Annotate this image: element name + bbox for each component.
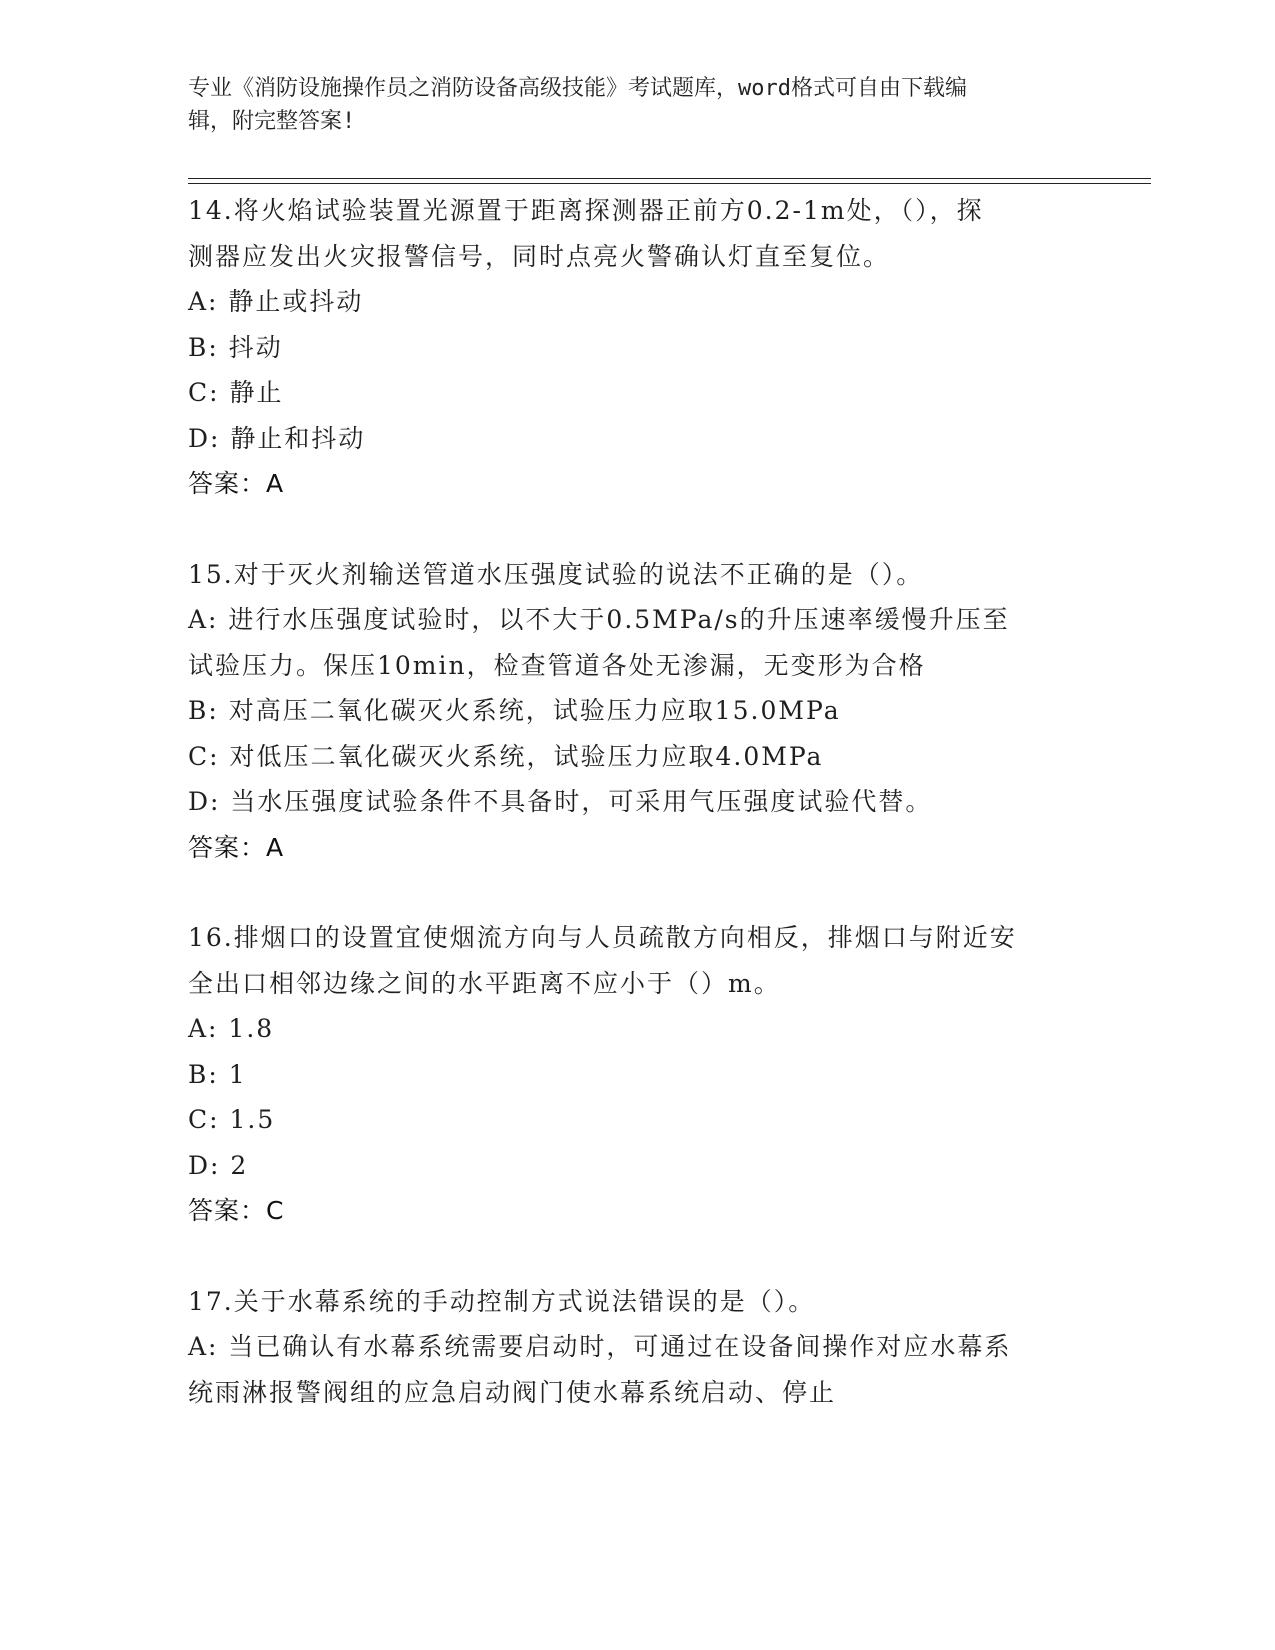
answer-option: B: 对高压二氧化碳灭火系统，试验压力应取15.0MPa <box>188 696 841 725</box>
document-header <box>188 72 1068 138</box>
header-divider <box>188 178 1151 184</box>
question-block <box>188 552 1088 871</box>
answer-key: 答案：C <box>188 1196 285 1225</box>
answer-option: C: 1.5 <box>188 1105 276 1134</box>
answer-option: D: 2 <box>188 1150 249 1180</box>
answer-option: 统雨淋报警阀组的应急启动阀门使水幕系统启动、停止 <box>188 1377 837 1407</box>
question-stem: 测器应发出火灾报警信号，同时点亮火警确认灯直至复位。 <box>188 241 891 271</box>
answer-option: C: 对低压二氧化碳灭火系统，试验压力应取4.0MPa <box>188 741 824 771</box>
question-list <box>188 188 1088 1460</box>
question-stem: 全出口相邻边缘之间的水平距离不应小于（）m。 <box>188 968 781 998</box>
answer-option: 试验压力。保压10min，检查管道各处无渗漏，无变形为合格 <box>188 650 926 680</box>
answer-option: D: 当水压强度试验条件不具备时，可采用气压强度试验代替。 <box>188 787 933 816</box>
answer-option: D: 静止和抖动 <box>188 423 366 453</box>
question-stem: 14.将火焰试验装置光源置于距离探测器正前方0.2-1m处，（），探 <box>188 196 984 225</box>
answer-option: A: 进行水压强度试验时，以不大于0.5MPa/s的升压速率缓慢升压至 <box>188 605 1010 634</box>
answer-option: C: 静止 <box>188 378 284 407</box>
answer-key: 答案：A <box>188 832 285 862</box>
question-stem: 17.关于水幕系统的手动控制方式说法错误的是（）。 <box>188 1286 816 1316</box>
answer-option: B: 1 <box>188 1059 247 1089</box>
question-block <box>188 1279 1088 1416</box>
answer-option: A: 当已确认有水幕系统需要启动时，可通过在设备间操作对应水幕系 <box>188 1332 1012 1361</box>
header-line: 专业《消防设施操作员之消防设备高级技能》考试题库，word格式可自由下载编 <box>188 76 967 101</box>
question-stem: 15.对于灭火剂输送管道水压强度试验的说法不正确的是（）。 <box>188 559 924 589</box>
answer-key: 答案：A <box>188 469 285 498</box>
answer-option: B: 抖动 <box>188 332 283 362</box>
question-block <box>188 915 1088 1234</box>
answer-option: A: 1.8 <box>188 1014 275 1043</box>
question-stem: 16.排烟口的设置宜使烟流方向与人员疏散方向相反，排烟口与附近安 <box>188 923 1017 952</box>
header-line: 辑，附完整答案! <box>188 109 356 134</box>
answer-option: A: 静止或抖动 <box>188 287 364 316</box>
question-block <box>188 188 1088 507</box>
